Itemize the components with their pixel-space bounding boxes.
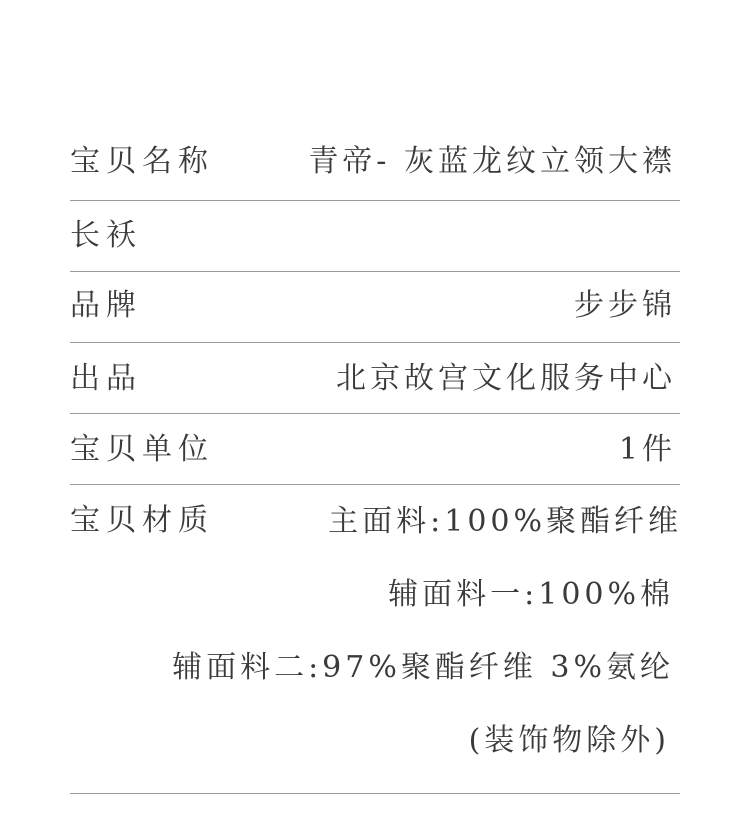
material-line: 辅面料二:97%聚酯纤维 3%氨纶 xyxy=(172,650,674,685)
material-line: 辅面料一:100%棉 xyxy=(388,577,674,612)
spec-row-material xyxy=(70,485,680,794)
spec-value-origin: 北京故宫文化服务中心 xyxy=(336,361,676,396)
spec-label-name: 宝贝名称 xyxy=(70,144,214,179)
spec-value-material xyxy=(172,485,680,777)
spec-value-brand: 步步锦 xyxy=(574,288,676,323)
spec-value-name: 青帝- 灰蓝龙纹立领大襟 xyxy=(308,144,676,179)
spec-row-name xyxy=(70,128,680,272)
product-spec-table xyxy=(70,128,680,794)
spec-label-brand: 品牌 xyxy=(70,288,142,323)
spec-value-name-continued: 长袄 xyxy=(70,218,142,253)
spec-label-origin: 出品 xyxy=(70,361,142,396)
spec-row-unit xyxy=(70,414,680,485)
material-line: (装饰物除外) xyxy=(468,723,670,758)
material-line: 主面料:100%聚酯纤维 xyxy=(328,504,682,539)
spec-label-unit: 宝贝单位 xyxy=(70,432,214,467)
spec-row-brand xyxy=(70,272,680,343)
spec-row-origin xyxy=(70,343,680,414)
divider xyxy=(70,200,680,201)
spec-value-unit: 1件 xyxy=(618,432,676,467)
spec-label-material: 宝贝材质 xyxy=(70,503,214,538)
